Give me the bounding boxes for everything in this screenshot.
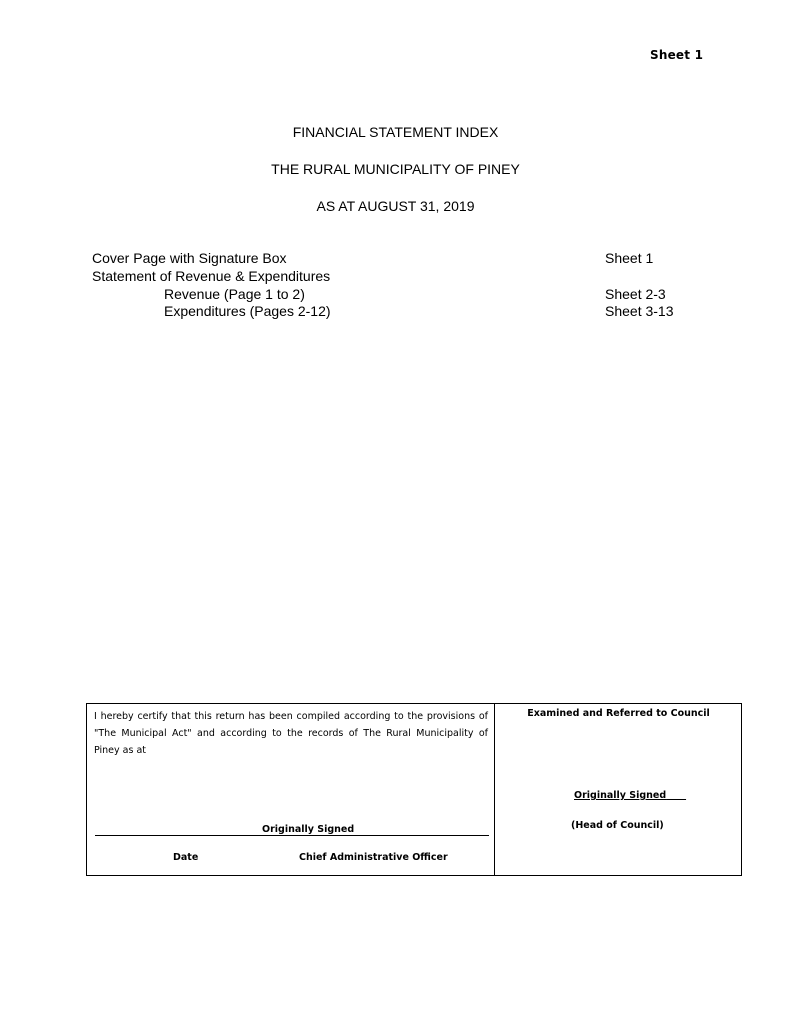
signature-line	[95, 835, 489, 836]
date-label: Date	[173, 852, 199, 863]
sheet-number: Sheet 1	[650, 48, 704, 62]
index-sheet: Sheet 1	[605, 250, 654, 266]
certification-box	[86, 703, 742, 876]
examined-referred-label: Examined and Referred to Council	[527, 708, 710, 719]
index-sheet: Sheet 3-13	[605, 303, 674, 319]
cao-label: Chief Administrative Officer	[299, 852, 448, 863]
statement-date: AS AT AUGUST 31, 2019	[316, 198, 475, 214]
index-title: FINANCIAL STATEMENT INDEX	[292, 124, 499, 140]
cao-originally-signed: Originally Signed	[262, 824, 355, 835]
index-label: Revenue (Page 1 to 2)	[164, 286, 305, 302]
municipality-name: THE RURAL MUNICIPALITY OF PINEY	[271, 161, 520, 177]
council-originally-signed-text: Originally Signed	[574, 790, 667, 801]
index-label: Statement of Revenue & Expenditures	[92, 268, 331, 284]
head-of-council-label: (Head of Council)	[571, 820, 664, 831]
box-divider	[494, 704, 495, 875]
index-label: Expenditures (Pages 2-12)	[164, 303, 331, 319]
index-label: Cover Page with Signature Box	[92, 250, 287, 266]
certification-statement: I hereby certify that this return has been compiled according to the provisions of "The Municipal Act" and according to the records of The Rural Municipality of Piney as at	[94, 711, 488, 756]
council-originally-signed	[574, 790, 686, 801]
index-sheet: Sheet 2-3	[605, 286, 666, 302]
